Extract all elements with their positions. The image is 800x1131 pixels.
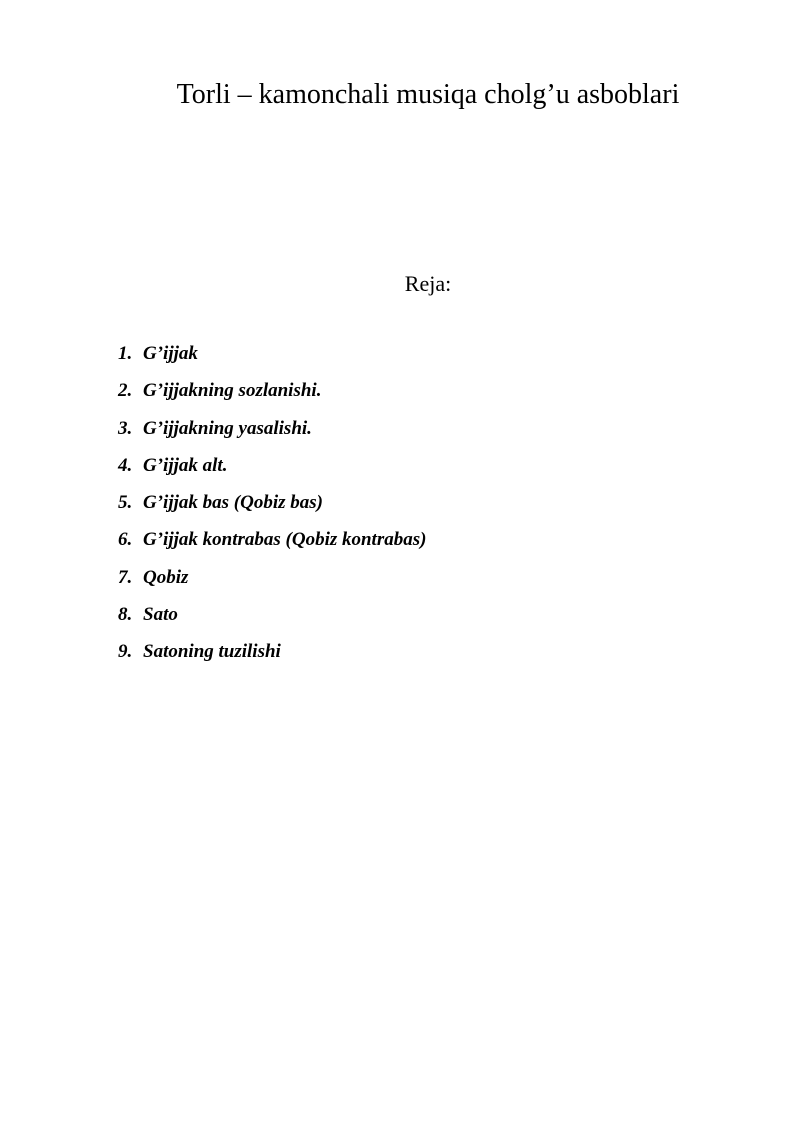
plan-item-text: G’ijjakning yasalishi. (143, 417, 312, 439)
plan-item-text: G’ijjak bas (Qobiz bas) (143, 492, 323, 514)
plan-item-text: Sato (143, 604, 178, 626)
plan-item-number: 2. (118, 380, 133, 402)
plan-item-number: 7. (118, 566, 133, 588)
plan-item (118, 492, 426, 529)
plan-item-text: Satoning tuzilishi (143, 641, 281, 663)
plan-item-text: Qobiz (143, 566, 189, 588)
plan-heading: Reja: (404, 271, 452, 296)
plan-item-number: 4. (118, 454, 133, 476)
plan-item (118, 455, 426, 492)
plan-item-number: 1. (118, 343, 133, 364)
plan-item-number: 8. (118, 604, 133, 626)
plan-item-text: G’ijjakning sozlanishi. (143, 380, 322, 402)
plan-item-number: 5. (118, 492, 133, 514)
plan-item-number: 6. (118, 529, 133, 551)
plan-item-text: G’ijjak (143, 343, 198, 364)
plan-item (118, 380, 426, 417)
plan-item-text: G’ijjak alt. (143, 454, 228, 476)
document-title: Torli – kamonchali musiqa cholg’u asboblari (176, 79, 680, 110)
plan-item (118, 418, 426, 455)
plan-item-text: G’ijjak kontrabas (Qobiz kontrabas) (143, 529, 427, 551)
plan-item (118, 343, 426, 380)
plan-item-number: 9. (118, 641, 133, 663)
plan-item (118, 641, 426, 678)
plan-item (118, 567, 426, 604)
plan-list (118, 343, 426, 679)
plan-item (118, 604, 426, 641)
plan-item-number: 3. (118, 417, 133, 439)
plan-item (118, 529, 426, 566)
